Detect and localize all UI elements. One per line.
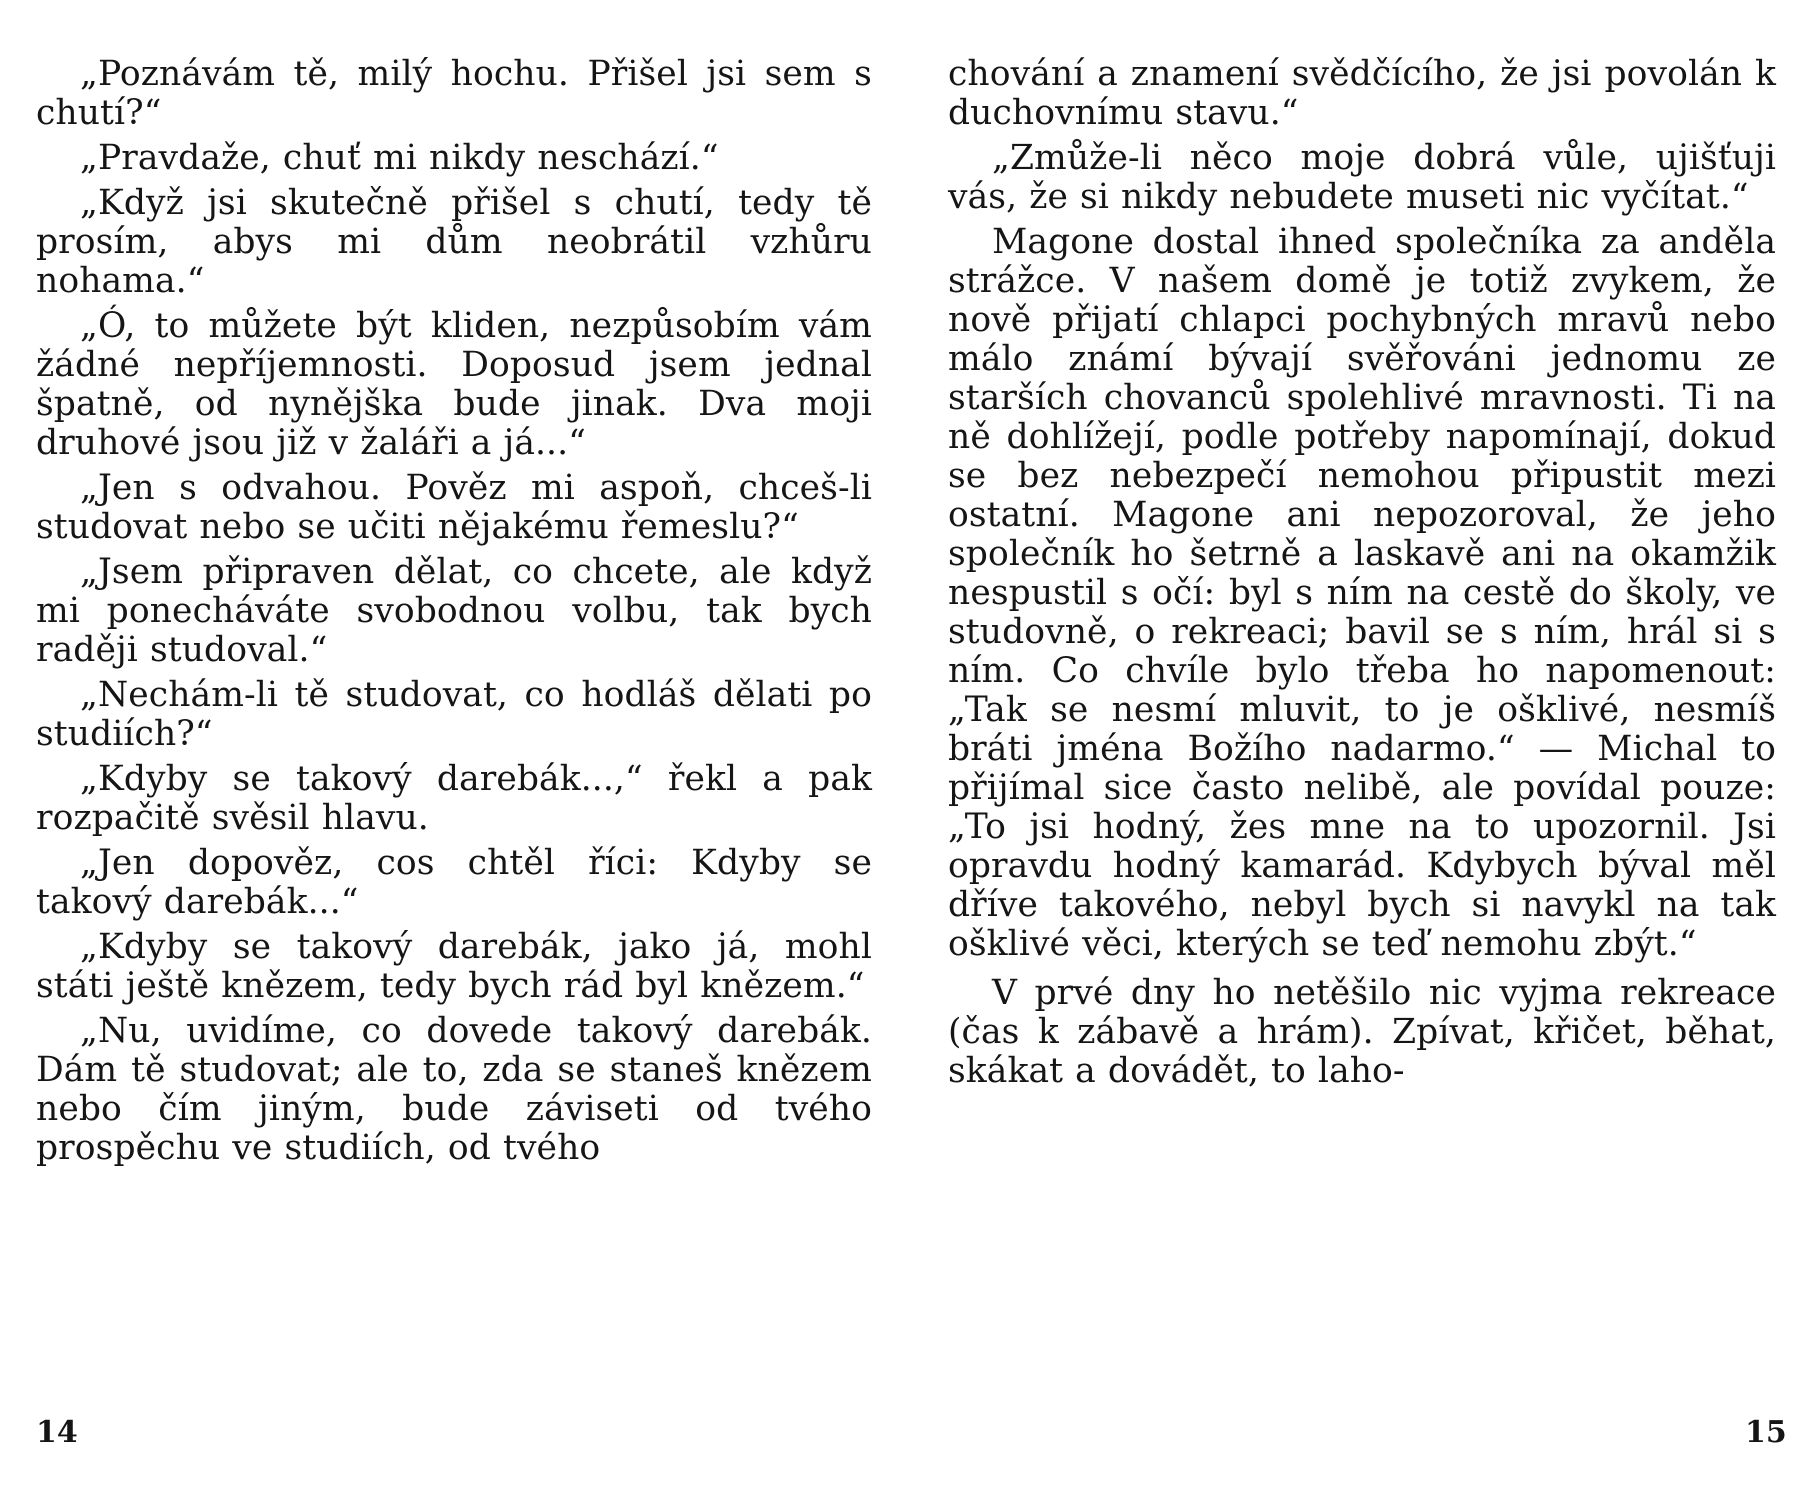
page-number-right: 15 [1745, 1415, 1787, 1450]
paragraph: „Poznávám tě, milý hochu. Přišel jsi sem s chutí?“ [36, 54, 872, 133]
paragraph: „Kdyby se takový darebák...,“ řekl a pak rozpačitě svěsil hlavu. [36, 759, 872, 838]
paragraph: „Nu, uvidíme, co dovede takový darebák. Dám tě studovat; ale to, zda se staneš knězem nebo čím jiným, bude záviseti od tvého prospěchu ve studiích, od tvého [36, 1011, 872, 1168]
left-page [36, 55, 872, 1174]
paragraph: „Jen s odvahou. Pověz mi aspoň, chceš-li studovat nebo se učiti nějakému řemeslu?“ [36, 468, 872, 547]
paragraph: Magone dostal ihned společníka za anděla strážce. V našem domě je totiž zvykem, že nově přijatí chlapci pochybných mravů nebo málo známí bývají svěřováni jednomu ze starších chovanců spolehlivé mravnosti. Ti na ně dohlížejí, podle potřeby napomínají, dokud se bez nebezpečí nemohou připustit mezi ostatní. Magone ani nepozoroval, že jeho společník ho šetrně a laskavě ani na okamžik nespustil s očí: byl s ním na cestě do školy, ve studovně, o rekreaci; bavil se s ním, hrál si s ním. Co chvíle bylo třeba ho napomenout: „Tak se nesmí mluvit, to je ošklivé, nesmíš bráti jména Božího nadarmo.“ — Michal to přijímal sice často nelibě, ale povídal pouze: „To jsi hodný, žes mne na to upozornil. Jsi opravdu hodný kamarád. Kdybych býval měl dříve takového, nebyl bych si navykl na tak ošklivé věci, kterých se teď nemohu zbýt.“ [948, 222, 1776, 964]
paragraph: „Jen dopověz, cos chtěl říci: Kdyby se takový darebák...“ [36, 843, 872, 922]
paragraph: „Zmůže-li něco moje dobrá vůle, ujišťuji vás, že si nikdy nebudete museti nic vyčítat.“ [948, 138, 1776, 217]
paragraph: „Ó, to můžete být kliden, nezpůsobím vám žádné nepříjemnosti. Doposud jsem jednal špatně, od nynějška bude jinak. Dva moji druhové jsou již v žaláři a já...“ [36, 306, 872, 463]
paragraph: V prvé dny ho netěšilo nic vyjma rekreace (čas k zábavě a hrám). Zpívat, křičet, běhat, skákat a dovádět, to laho- [948, 973, 1776, 1091]
paragraph: „Jsem připraven dělat, co chcete, ale když mi ponecháváte svobodnou volbu, tak bych raději studoval.“ [36, 552, 872, 670]
paragraph: chování a znamení svědčícího, že jsi povolán k duchovnímu stavu.“ [948, 54, 1776, 133]
paragraph: „Pravdaže, chuť mi nikdy neschází.“ [80, 138, 719, 178]
page-number-left: 14 [36, 1415, 78, 1450]
paragraph: „Kdyby se takový darebák, jako já, mohl státi ještě knězem, tedy bych rád byl knězem.“ [36, 927, 872, 1006]
right-page [948, 55, 1776, 1097]
paragraph: „Když jsi skutečně přišel s chutí, tedy tě prosím, abys mi dům neobrátil vzhůru nohama.“ [36, 183, 872, 301]
paragraph: „Nechám-li tě studovat, co hodláš dělati po studiích?“ [36, 675, 872, 754]
